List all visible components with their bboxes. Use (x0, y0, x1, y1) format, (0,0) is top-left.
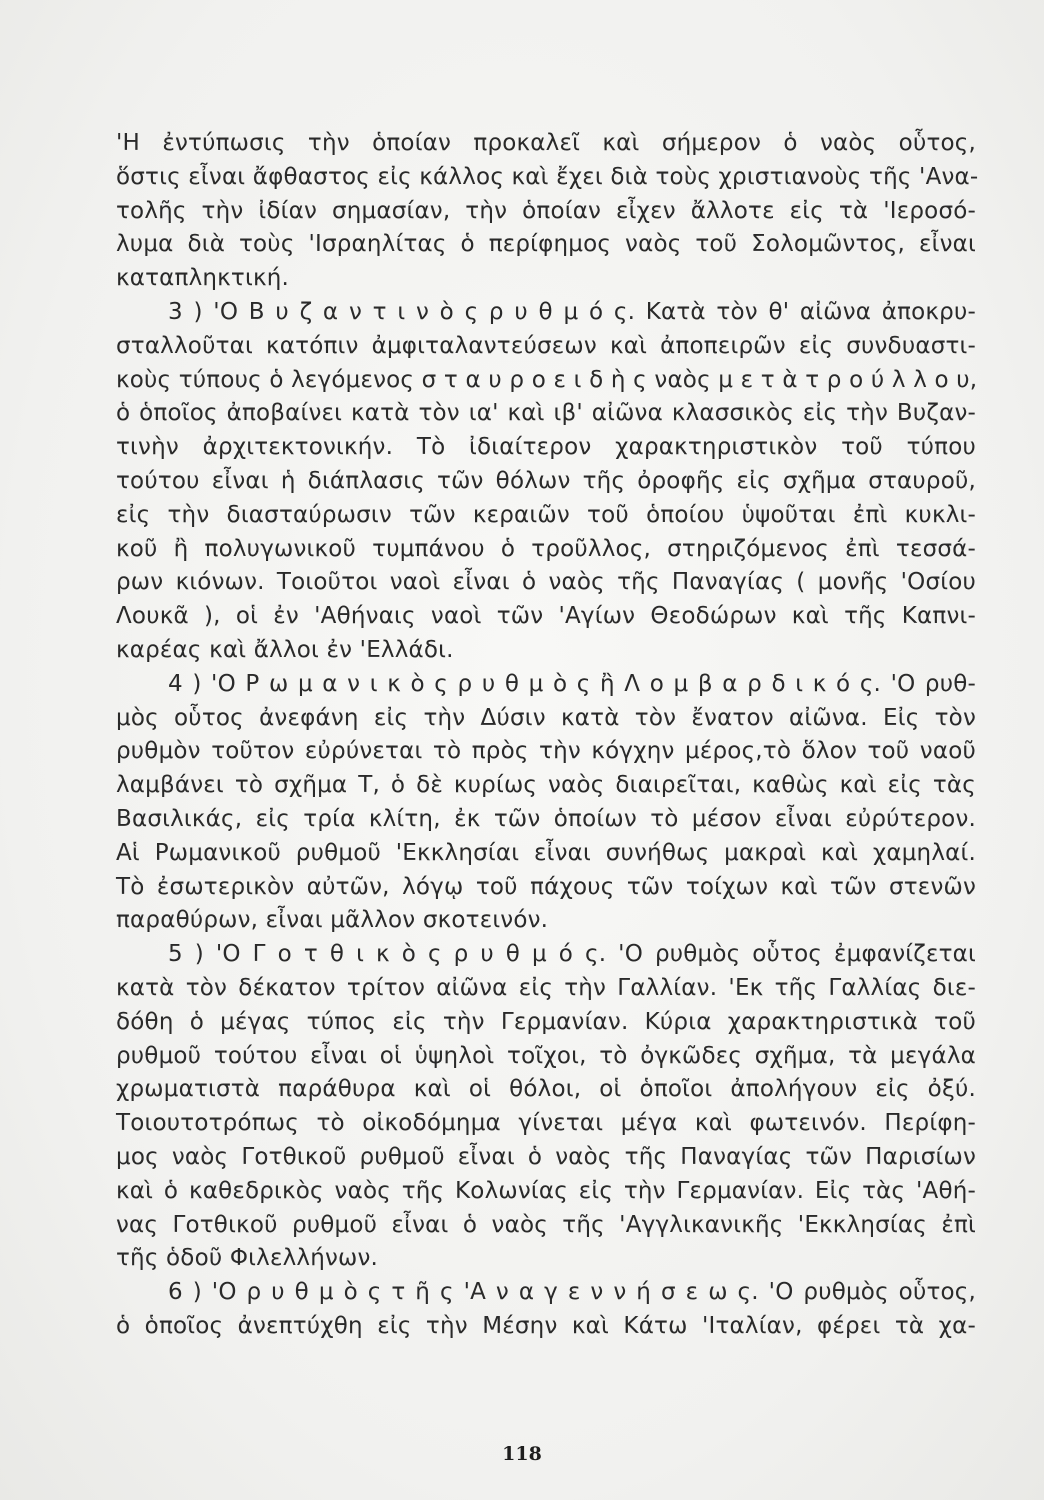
text-line: καὶ ὁ καθεδρικὸς ναὸς τῆς Κολωνίας εἰς τὴν Γερμανίαν. Εἰς τὰς 'Αθή- (116, 1177, 976, 1204)
text-line: Τὸ ἐσωτερικὸν αὐτῶν, λόγῳ τοῦ πάχους τῶν τοίχων καὶ τῶν στενῶν (116, 873, 976, 900)
section-heading-line: 3 ) 'Ο Β υ ζ α ν τ ι ν ὸ ς ρ υ θ μ ό ς. Κατὰ τὸν θ' αἰῶνα ἀποκρυ- (168, 298, 976, 325)
text-line: Τοιουτοτρόπως τὸ οἰκοδόμημα γίνεται μέγα καὶ φωτεινόν. Περίφη- (116, 1110, 976, 1137)
text-line: χρωματιστὰ παράθυρα καὶ οἱ θόλοι, οἱ ὁποῖοι ἀπολήγουν εἰς ὀξύ. (116, 1076, 976, 1103)
text-line: κατὰ τὸν δέκατον τρίτον αἰῶνα εἰς τὴν Γαλλίαν. 'Εκ τῆς Γαλλίας διε- (116, 974, 976, 1001)
text-line: τινὴν ἀρχιτεκτονικήν. Τὸ ἰδιαίτερον χαρακτηριστικὸν τοῦ τύπου (116, 434, 976, 461)
text-line: μος ναὸς Γοτθικοῦ ρυθμοῦ εἶναι ὁ ναὸς τῆς Παναγίας τῶν Παρισίων (116, 1143, 976, 1170)
text-line: ρυθμὸν τοῦτον εὐρύνεται τὸ πρὸς τὴν κόγχην μέρος,τὸ ὅλον τοῦ ναοῦ (116, 738, 976, 765)
text-line: ρων κιόνων. Τοιοῦτοι ναοὶ εἶναι ὁ ναὸς τῆς Παναγίας ( μονῆς 'Οσίου (116, 569, 976, 596)
text-line: 'Η ἐντύπωσις τὴν ὁποίαν προκαλεῖ καὶ σήμερον ὁ ναὸς οὗτος, (116, 130, 976, 156)
section-heading-line: 6 ) 'Ο ρ υ θ μ ὸ ς τ ῆ ς 'Α ν α γ ε ν ν ή σ ε ω ς. 'Ο ρυθμὸς οὗτος, (168, 1279, 976, 1306)
body-text (116, 127, 979, 1344)
text-line: τῆς ὁδοῦ Φιλελλήνων. (116, 1245, 379, 1272)
text-line: τούτου εἶναι ἡ διάπλασις τῶν θόλων τῆς ὀροφῆς εἰς σχῆμα σταυροῦ, (116, 467, 976, 494)
text-line: σταλλοῦται κατόπιν ἀμφιταλαντεύσεων καὶ ἀποπειρῶν εἰς συνδυαστι- (116, 332, 976, 359)
text-line: τολῆς τὴν ἰδίαν σημασίαν, τὴν ὁποίαν εἶχεν ἄλλοτε εἰς τὰ 'Ιεροσό- (116, 197, 976, 224)
text-line: νας Γοτθικοῦ ρυθμοῦ εἶναι ὁ ναὸς τῆς 'Αγγλικανικῆς 'Εκκλησίας ἐπὶ (116, 1211, 976, 1238)
section-heading-line: 5 ) 'Ο Γ ο τ θ ι κ ὸ ς ρ υ θ μ ό ς. 'Ο ρυθμὸς οὗτος ἐμφανίζεται (168, 941, 976, 968)
text-line: λυμα διὰ τοὺς 'Ισραηλίτας ὁ περίφημος ναὸς τοῦ Σολομῶντος, εἶναι (116, 231, 976, 258)
text-line: παραθύρων, εἶναι μᾶλλον σκοτεινόν. (116, 907, 549, 934)
page-number: 118 (502, 1443, 542, 1465)
text-line: κοῦ ἢ πολυγωνικοῦ τυμπάνου ὁ τροῦλλος, στηριζόμενος ἐπὶ τεσσά- (116, 535, 976, 562)
text-line: καρέας καὶ ἄλλοι ἐν 'Ελλάδι. (116, 636, 454, 663)
text-line: Λουκᾶ ), οἱ ἐν 'Αθήναις ναοὶ τῶν 'Αγίων Θεοδώρων καὶ τῆς Καπνι- (116, 603, 976, 630)
text-line: δόθη ὁ μέγας τύπος εἰς τὴν Γερμανίαν. Κύρια χαρακτηριστικὰ τοῦ (116, 1008, 976, 1035)
text-line: καταπληκτική. (116, 265, 289, 292)
text-line: ὁ ὁποῖος ἀποβαίνει κατὰ τὸν ια' καὶ ιβ' αἰῶνα κλασσικὸς εἰς τὴν Βυζαν- (116, 400, 976, 427)
text-line: εἰς τὴν διασταύρωσιν τῶν κεραιῶν τοῦ ὁποίου ὑψοῦται ἐπὶ κυκλι- (116, 501, 976, 528)
section-heading-line: 4 ) 'Ο Ρ ω μ α ν ι κ ὸ ς ρ υ θ μ ὸ ς ἢ Λ ο μ β α ρ δ ι κ ό ς. 'Ο ρυθ- (168, 670, 976, 697)
text-line: μὸς οὗτος ἀνεφάνη εἰς τὴν Δύσιν κατὰ τὸν ἔνατον αἰῶνα. Εἰς τὸν (116, 704, 976, 731)
text-line: Αἱ Ρωμανικοῦ ρυθμοῦ 'Εκκλησίαι εἶναι συνήθως μακραὶ καὶ χαμηλαί. (116, 839, 976, 866)
text-line: Βασιλικάς, εἰς τρία κλίτη, ἐκ τῶν ὁποίων τὸ μέσον εἶναι εὐρύτερον. (116, 805, 976, 832)
text-line: κοὺς τύπους ὁ λεγόμενος σ τ α υ ρ ο ε ι δ ὴ ς ναὸς μ ε τ ὰ τ ρ ο ύ λ λ ο υ, (116, 366, 978, 393)
text-line: λαμβάνει τὸ σχῆμα Τ, ὁ δὲ κυρίως ναὸς διαιρεῖται, καθὼς καὶ εἰς τὰς (116, 772, 976, 799)
text-line: ρυθμοῦ τούτου εἶναι οἱ ὑψηλοὶ τοῖχοι, τὸ ὀγκῶδες σχῆμα, τὰ μεγάλα (116, 1042, 976, 1069)
text-line: ὁ ὁποῖος ἀνεπτύχθη εἰς τὴν Μέσην καὶ Κάτω 'Ιταλίαν, φέρει τὰ χα- (116, 1312, 976, 1339)
text-line: ὅστις εἶναι ἄφθαστος εἰς κάλλος καὶ ἔχει διὰ τοὺς χριστιανοὺς τῆς 'Ανα- (116, 163, 979, 190)
